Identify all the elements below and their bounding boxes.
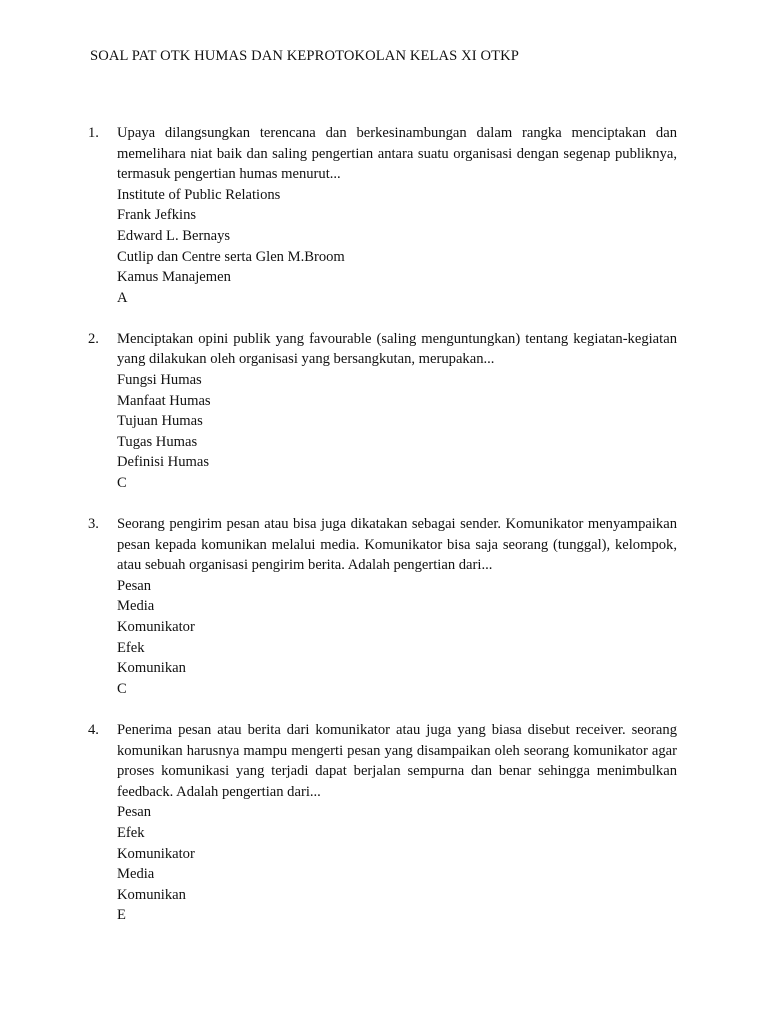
option-item: Komunikan — [117, 660, 186, 677]
answer-key: C — [117, 680, 127, 697]
document-title: SOAL PAT OTK HUMAS DAN KEPROTOKOLAN KELAS XI OTKP — [90, 48, 519, 64]
question-text: Penerima pesan atau berita dari komunikator atau juga yang biasa disebut receiver. seorang komunikan harusnya mampu mengerti pesan yang disampaikan oleh seorang komunikator agar proses komunikasi yang terjadi dapat berjalan sempurna dan benar sehingga menimbulkan feedback. Adalah pengertian dari... — [117, 721, 677, 800]
answer-key: E — [117, 907, 126, 924]
question-body — [117, 720, 677, 926]
option-item: Efek — [117, 824, 145, 841]
option-item: Fungsi Humas — [117, 372, 202, 389]
question-text: Menciptakan opini publik yang favourable (saling menguntungkan) tentang kegiatan-kegiatan yang dilakukan oleh organisasi yang bersangkutan, merupakan... — [117, 330, 677, 368]
option-item: Edward L. Bernays — [117, 227, 231, 244]
question-number: 1. — [88, 125, 99, 141]
option-list — [117, 576, 677, 679]
question-text: Seorang pengirim pesan atau bisa juga dikatakan sebagai sender. Komunikator menyampaikan pesan kepada komunikan melalui media. Komunikator bisa saja seorang (tunggal), kelompok, atau sebuah organisasi pengirim berita. Adalah pengertian dari... — [117, 516, 677, 574]
answer-key: C — [117, 475, 127, 491]
question-item — [0, 720, 768, 926]
option-list — [117, 370, 677, 473]
question-body — [117, 514, 677, 699]
option-item: Media — [117, 866, 155, 883]
question-number: 4. — [88, 721, 99, 738]
question-body — [117, 123, 677, 308]
question-item — [0, 329, 768, 494]
option-item: Manfaat Humas — [117, 392, 211, 409]
question-number: 2. — [88, 330, 99, 347]
question-item — [0, 514, 768, 699]
option-item: Komunikator — [117, 845, 195, 862]
option-item: Institute of Public Relations — [117, 186, 281, 203]
option-item: Komunikan — [117, 886, 186, 903]
option-list — [117, 185, 677, 288]
option-item: Definisi Humas — [117, 454, 210, 471]
option-item: Tugas Humas — [117, 433, 198, 450]
option-item: Pesan — [117, 804, 152, 821]
option-item: Media — [117, 598, 155, 615]
question-number: 3. — [88, 516, 99, 533]
option-item: Kamus Manajemen — [117, 269, 231, 286]
option-item: Cutlip dan Centre serta Glen M.Broom — [117, 248, 345, 265]
answer-key: A — [117, 289, 128, 306]
question-body — [117, 329, 677, 494]
option-list — [117, 802, 677, 905]
option-item: Efek — [117, 639, 145, 656]
question-item — [0, 123, 768, 308]
option-item: Komunikator — [117, 619, 195, 636]
question-list — [0, 123, 768, 946]
option-item: Pesan — [117, 577, 152, 594]
question-text: Upaya dilangsungkan terencana dan berkesinambungan dalam rangka menciptakan dan memelihara niat baik dan saling pengertian antara suatu organisasi dengan segenap publiknya, termasuk pengertian humas menurut... — [117, 125, 677, 183]
option-item: Tujuan Humas — [117, 413, 203, 430]
option-item: Frank Jefkins — [117, 207, 197, 224]
